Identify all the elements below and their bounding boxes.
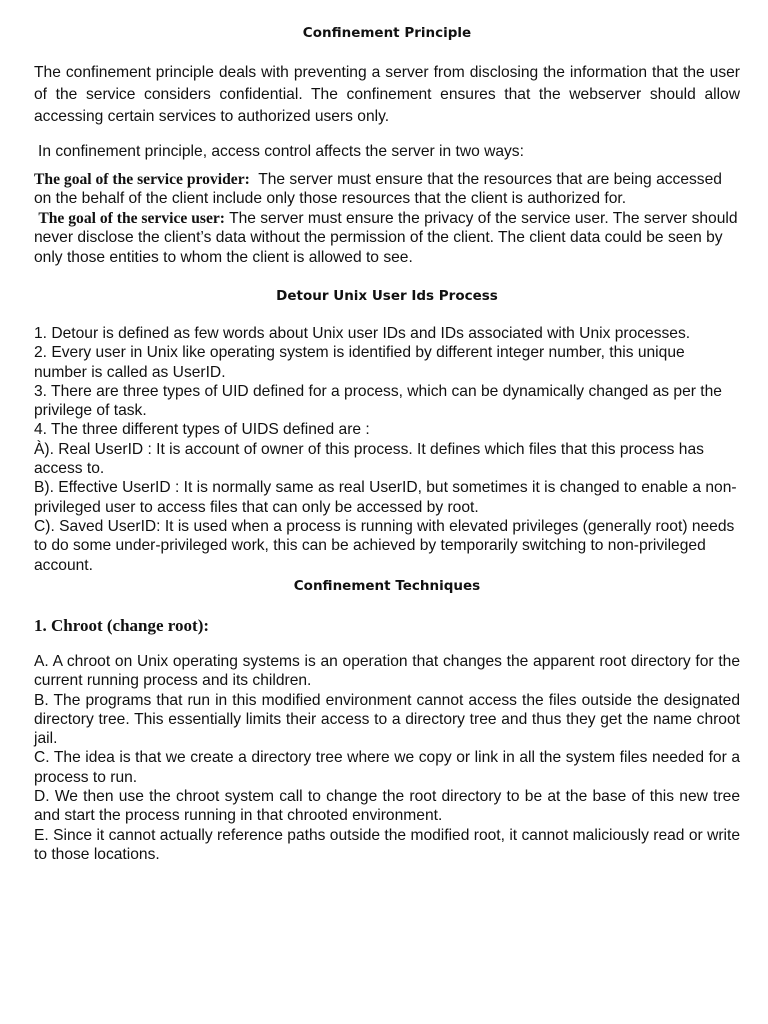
list-item: 2. Every user in Unix like operating system is identified by different integer number, this unique number is called as UserID.	[34, 344, 685, 381]
list-item: D. We then use the chroot system call to change the root directory to be at the base of this new tree and start the process running in that chrooted environment.	[34, 788, 740, 825]
list-item: À). Real UserID : It is account of owner of this process. It defines which files that this process has access to.	[34, 440, 704, 478]
chroot-subtitle: 1. Chroot (change root):	[34, 616, 210, 635]
user-goal-paragraph	[34, 209, 740, 267]
section-title-detour-unix: Detour Unix User Ids Process	[276, 288, 498, 304]
list-item: A. A chroot on Unix operating systems is an operation that changes the apparent root directory for the current running process and its children.	[34, 653, 740, 690]
intro-paragraph: The confinement principle deals with preventing a server from disclosing the information that the user of the service considers confidential. The confinement ensures that the webserver should allow accessing certain services to authorized users only.	[34, 64, 740, 125]
provider-goal-label: The goal of the service provider:	[34, 171, 250, 188]
section-title-confinement-techniques: Confinement Techniques	[293, 578, 481, 594]
list-item: E. Since it cannot actually reference paths outside the modified root, it cannot maliciously read or write to those locations.	[34, 826, 740, 863]
list-item: 3. There are three types of UID defined for a process, which can be dynamically changed as per the privilege of task.	[34, 382, 722, 420]
list-item: C). Saved UserID: It is used when a process is running with elevated privileges (generally root) needs to do some under-privileged work, this can be achieved by temporarily switching to non-privileged account.	[34, 517, 735, 574]
provider-goal-text: The server must ensure that the resources that are being accessed on the behalf of the client include only those resources that the client is authorized for.	[34, 171, 722, 208]
provider-goal-paragraph	[34, 170, 740, 209]
list-item: 4. The three different types of UIDS defined are :	[34, 421, 370, 439]
user-goal-text: The server must ensure the privacy of the service user. The server should never disclose the client’s data without the permission of the client. The client data could be seen by only those entities to whom the client is allowed to see.	[34, 210, 738, 266]
list-item: C. The idea is that we create a directory tree where we copy or link in all the system files needed for a process to run.	[34, 749, 740, 786]
chroot-list	[34, 652, 740, 864]
detour-list	[34, 324, 740, 575]
list-item: 1. Detour is defined as few words about Unix user IDs and IDs associated with Unix processes.	[34, 325, 691, 342]
section-title-confinement-principle: Confinement Principle	[302, 25, 472, 41]
list-item: B). Effective UserID : It is normally same as real UserID, but sometimes it is changed to enable a non-privileged user to access files that can only be accessed by root.	[34, 479, 737, 516]
user-goal-label: The goal of the service user:	[38, 210, 225, 227]
access-control-intro: In confinement principle, access control affects the server in two ways:	[38, 143, 524, 160]
list-item: B. The programs that run in this modified environment cannot access the files outside the designated directory tree. This essentially limits their access to a directory tree and thus they get the name chroot jail.	[34, 691, 740, 748]
